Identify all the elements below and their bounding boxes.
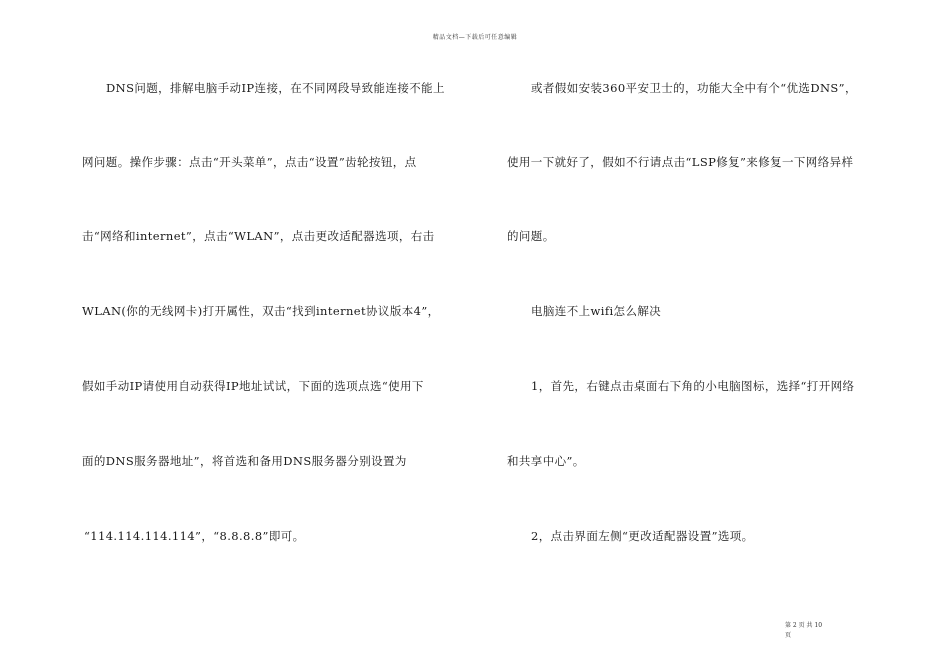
paragraph-line: 面的DNS服务器地址”，将首选和备用DNS服务器分别设置为 [82, 454, 407, 468]
page-header: 精品文档—下载后可任意编辑 [432, 34, 518, 41]
paragraph-line: 的问题。 [507, 229, 555, 243]
paragraph-line: 网问题。操作步骤：点击“开头菜单”，点击“设置”齿轮按钮，点 [82, 155, 417, 169]
paragraph-line: 2，点击界面左侧“更改适配器设置”选项。 [531, 529, 754, 543]
paragraph-line: 或者假如安装360平安卫士的，功能大全中有个“优选DNS”， [531, 81, 857, 95]
paragraph-line: 和共享中心”。 [507, 454, 585, 468]
section-heading: 电脑连不上wifi怎么解决 [531, 304, 662, 318]
page-number [785, 621, 845, 641]
page-number-line: 第 2 页 共 10 [785, 622, 823, 629]
paragraph-line: “114.114.114.114”，“8.8.8.8”即可。 [84, 529, 305, 543]
paragraph-line: 使用一下就好了，假如不行请点击“LSP修复”来修复一下网络异样 [507, 155, 854, 169]
paragraph-line: 假如手动IP请使用自动获得IP地址试试，下面的选项点选“使用下 [82, 379, 424, 393]
paragraph-line: 击“网络和internet”，点击“WLAN”，点击更改适配器选项，右击 [82, 229, 435, 243]
paragraph-line: 1，首先，右键点击桌面右下角的小电脑图标，选择“打开网络 [531, 379, 855, 393]
paragraph-line: DNS问题，排解电脑手动IP连接，在不同网段导致能连接不能上 [106, 81, 445, 95]
page-number-line: 页 [785, 632, 792, 639]
paragraph-line: WLAN(你的无线网卡)打开属性，双击“找到internet协议版本4”， [82, 304, 440, 318]
